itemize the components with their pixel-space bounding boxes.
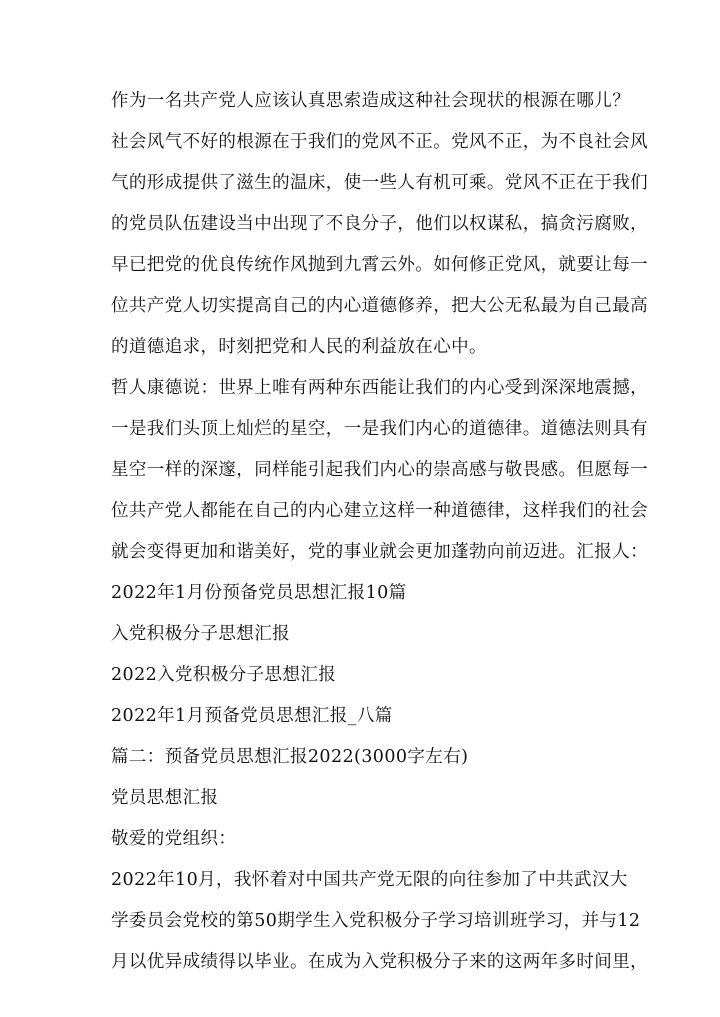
- related-title-1: 2022年1月份预备党员思想汇报10篇: [111, 583, 407, 603]
- paragraph-2-line-1: 哲人康德说：世界上唯有两种东西能让我们的内心受到深深地震撼，: [111, 378, 648, 398]
- section-heading: 篇二：预备党员思想汇报2022(3000字左右): [111, 747, 469, 767]
- paragraph-2-line-2: 一是我们头顶上灿烂的星空，一是我们内心的道德律。道德法则具有: [111, 419, 648, 439]
- paragraph-3-line-1: 2022年10月，我怀着对中国共产党无限的向往参加了中共武汉大: [111, 870, 628, 890]
- paragraph-1-line-1: 作为一名共产党人应该认真思索造成这种社会现状的根源在哪儿？: [111, 91, 631, 111]
- paragraph-1-line-5: 早已把党的优良传统作风抛到九霄云外。如何修正党风，就要让每一: [111, 255, 648, 275]
- paragraph-1-line-4: 的党员队伍建设当中出现了不良分子，他们以权谋私，搞贪污腐败，: [111, 214, 648, 234]
- paragraph-1-line-7: 的道德追求，时刻把党和人民的利益放在心中。: [111, 337, 487, 357]
- paragraph-3-line-3: 月以优异成绩得以毕业。在成为入党积极分子来的这两年多时间里，: [111, 952, 648, 972]
- paragraph-2-line-3: 星空一样的深邃，同样能引起我们内心的崇高感与敬畏感。但愿每一: [111, 460, 648, 480]
- related-title-4: 2022年1月预备党员思想汇报_八篇: [111, 706, 393, 726]
- paragraph-1-line-3: 气的形成提供了滋生的温床，使一些人有机可乘。党风不正在于我们: [111, 173, 648, 193]
- report-title: 党员思想汇报: [111, 788, 219, 808]
- salutation: 敬爱的党组织：: [111, 829, 237, 849]
- related-title-3: 2022入党积极分子思想汇报: [111, 665, 337, 685]
- paragraph-2-line-4: 位共产党人都能在自己的内心建立这样一种道德律，这样我们的社会: [111, 501, 648, 521]
- paragraph-3-line-2: 学委员会党校的第50期学生入党积极分子学习培训班学习，并与12: [111, 911, 641, 931]
- paragraph-1-line-6: 位共产党人切实提高自己的内心道德修养，把大公无私最为自己最高: [111, 296, 648, 316]
- related-title-2: 入党积极分子思想汇报: [111, 624, 290, 644]
- paragraph-1-line-2: 社会风气不好的根源在于我们的党风不正。党风不正，为不良社会风: [111, 132, 648, 152]
- paragraph-2-line-5: 就会变得更加和谐美好，党的事业就会更加蓬勃向前迈进。汇报人：: [111, 542, 648, 562]
